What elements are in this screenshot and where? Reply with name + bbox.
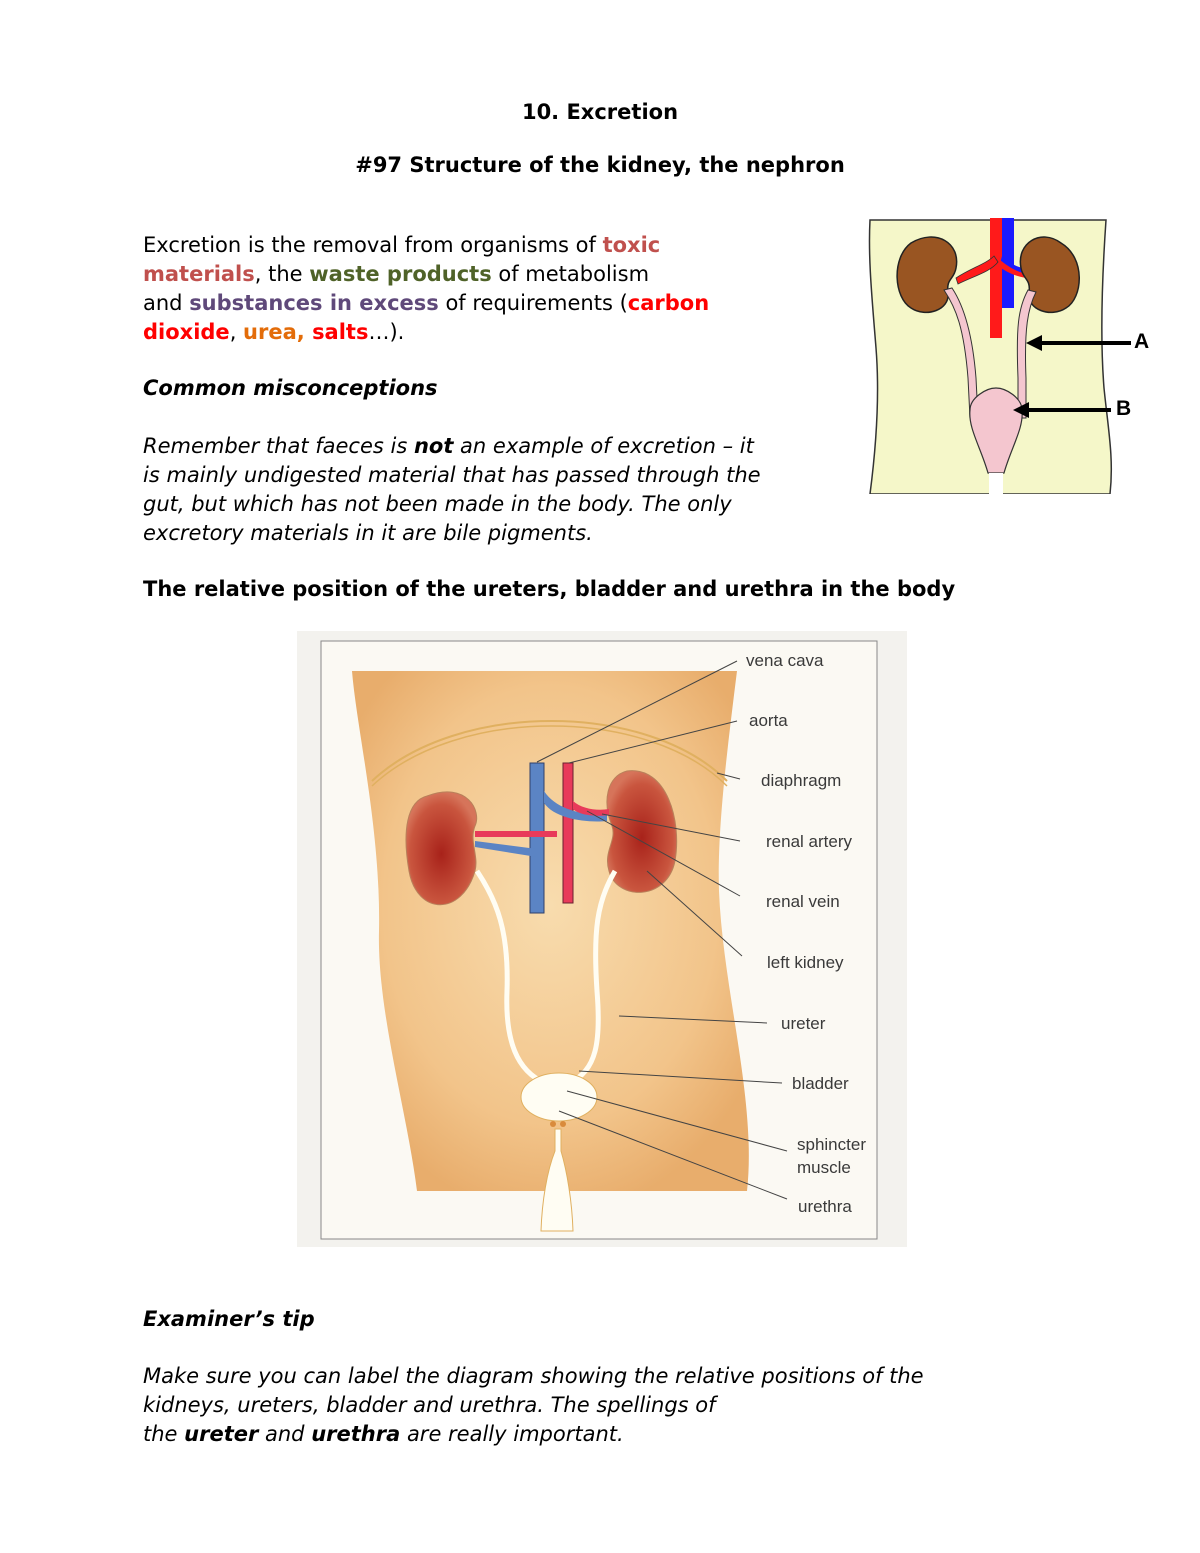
intro-text: , the xyxy=(254,262,310,286)
tip-heading: Examiner’s tip xyxy=(143,1307,315,1331)
tip-text: the xyxy=(143,1422,185,1446)
misconception-line: excretory materials in it are bile pigments. xyxy=(143,521,593,545)
term-substances-in-excess: substances in excess xyxy=(189,291,439,315)
emphasis-ureter: ureter xyxy=(184,1422,259,1446)
misconception-text: an example of excretion – it xyxy=(453,434,754,458)
tip-line: Make sure you can label the diagram showing the relative positions of the xyxy=(143,1364,924,1388)
label-bladder: bladder xyxy=(792,1074,849,1093)
label-renal-vein: renal vein xyxy=(766,892,840,911)
tip-paragraph xyxy=(143,1362,1093,1449)
chapter-title: 10. Excretion xyxy=(521,100,679,124)
label-renal-artery: renal artery xyxy=(766,832,852,851)
term-urea: urea, xyxy=(243,320,313,344)
label-vena-cava: vena cava xyxy=(746,651,824,670)
misconception-text: Remember that faeces is xyxy=(143,434,414,458)
label-a: A xyxy=(1134,330,1150,353)
misconceptions-paragraph xyxy=(143,432,843,548)
tip-text: and xyxy=(258,1422,312,1446)
small-urinary-diagram xyxy=(866,218,1166,494)
section-title: #97 Structure of the kidney, the nephron xyxy=(355,153,845,177)
intro-text: Excretion is the removal from organisms of xyxy=(143,233,603,257)
label-sphincter: sphincter xyxy=(797,1135,866,1154)
term-toxic: toxic xyxy=(602,233,661,257)
label-aorta: aorta xyxy=(749,711,788,730)
intro-paragraph xyxy=(143,231,843,347)
urinary-system-illustration xyxy=(866,218,1166,494)
emphasis-not: not xyxy=(413,434,454,458)
label-b: B xyxy=(1116,397,1132,420)
term-carbon: carbon xyxy=(627,291,710,315)
intro-text: and xyxy=(143,291,190,315)
intro-text: , xyxy=(229,320,244,344)
label-urethra: urethra xyxy=(798,1197,852,1216)
emphasis-urethra: urethra xyxy=(311,1422,401,1446)
intro-text: of requirements ( xyxy=(438,291,628,315)
intro-text: of metabolism xyxy=(491,262,650,286)
term-salts: salts xyxy=(312,320,369,344)
tip-text: are really important. xyxy=(400,1422,624,1446)
misconception-line: gut, but which has not been made in the body. The only xyxy=(143,492,732,516)
misconception-line: is mainly undigested material that has passed through the xyxy=(143,463,761,487)
label-diaphragm: diaphragm xyxy=(761,771,842,790)
term-waste-products: waste products xyxy=(309,262,492,286)
position-heading: The relative position of the ureters, bladder and urethra in the body xyxy=(143,577,956,601)
label-left-kidney: left kidney xyxy=(767,953,844,972)
label-muscle: muscle xyxy=(797,1158,851,1177)
label-ureter: ureter xyxy=(781,1014,826,1033)
term-materials: materials xyxy=(143,262,255,286)
term-dioxide: dioxide xyxy=(143,320,230,344)
large-urinary-diagram xyxy=(297,631,907,1247)
misconceptions-heading: Common misconceptions xyxy=(143,376,438,400)
intro-text: …). xyxy=(368,320,405,344)
tip-line: kidneys, ureters, bladder and urethra. The spellings of xyxy=(143,1393,716,1417)
